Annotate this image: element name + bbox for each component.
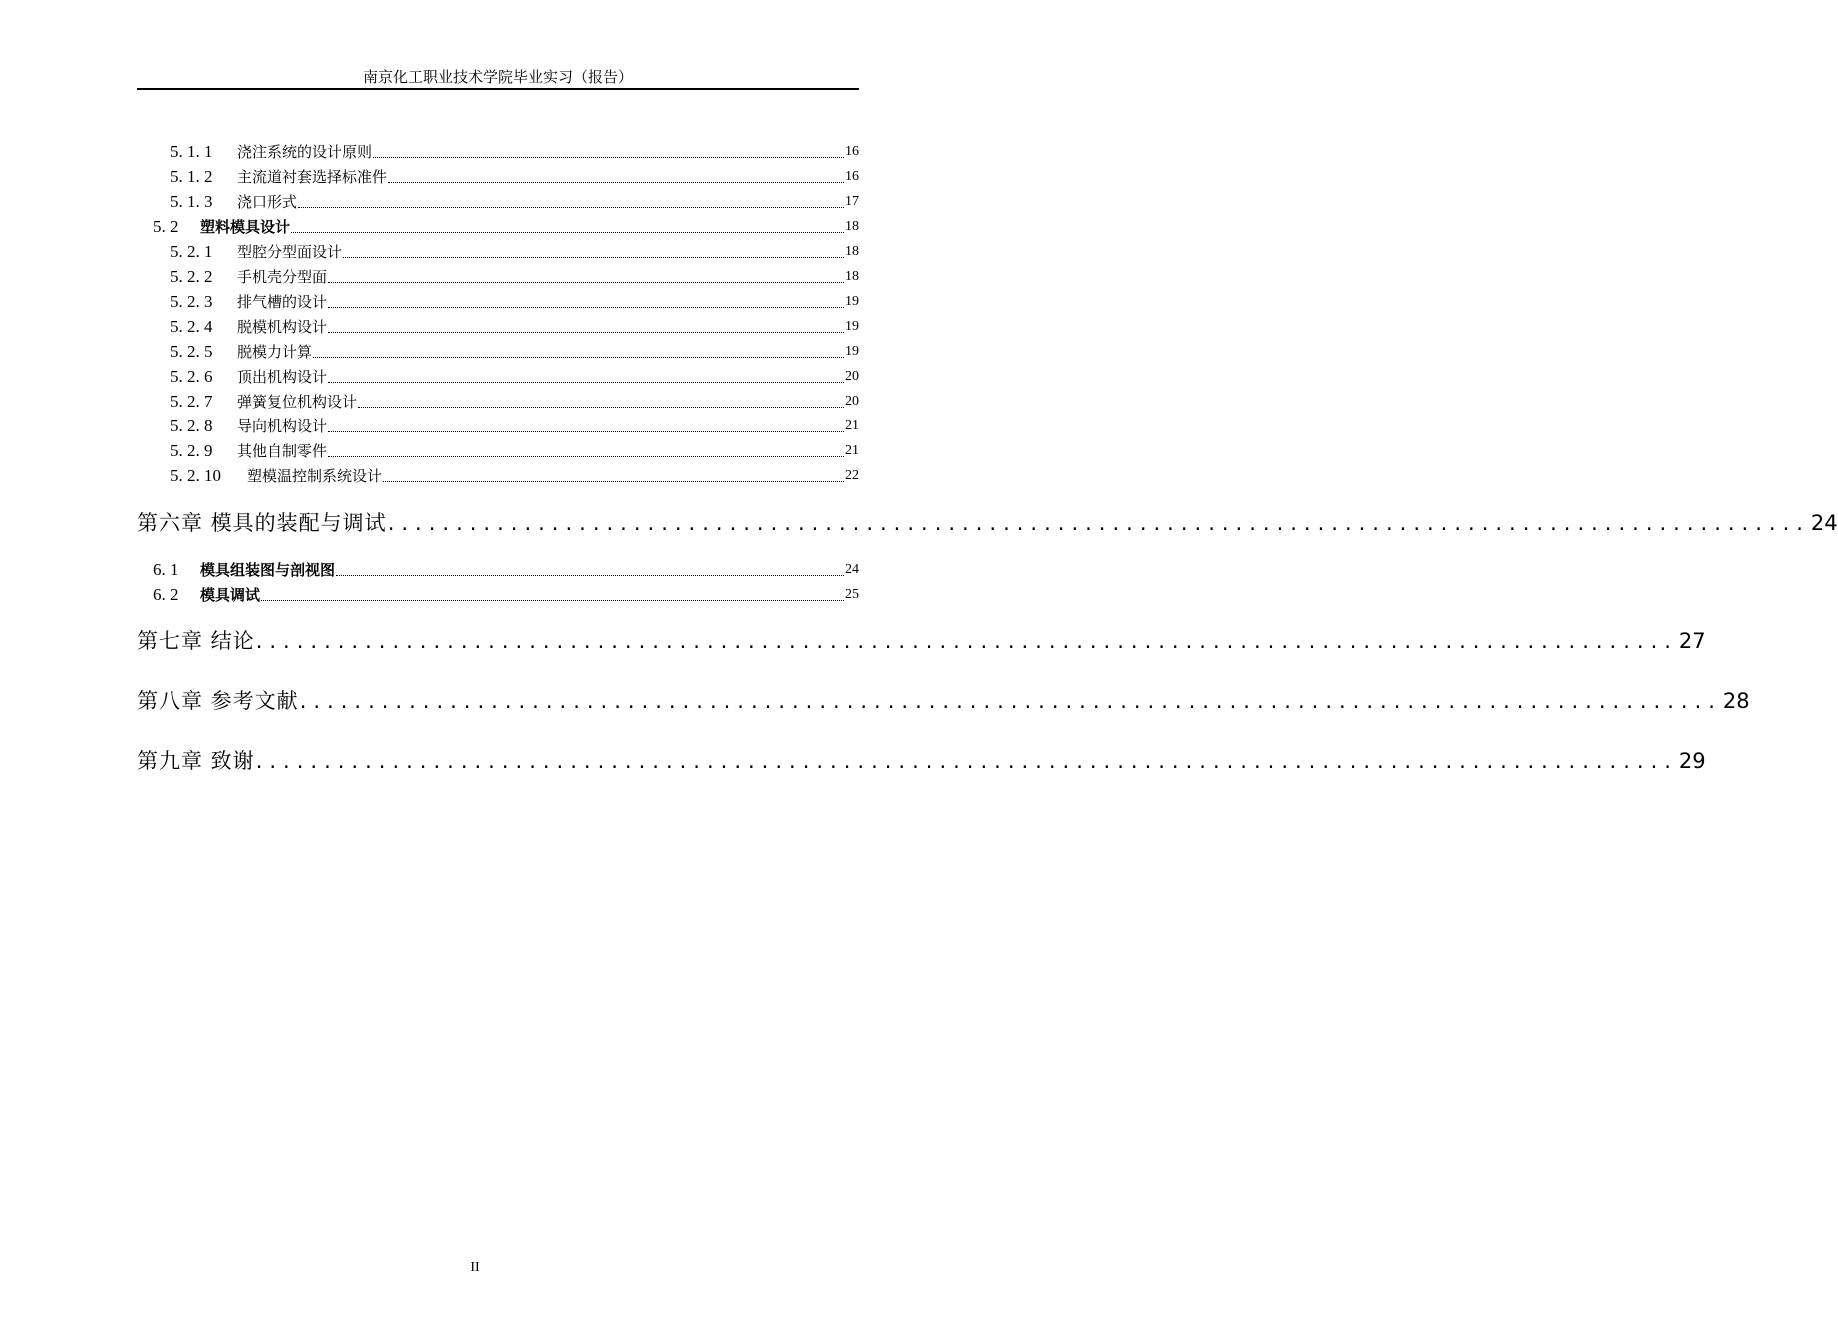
toc-entry-5-1-3[interactable] (170, 190, 859, 212)
dot-leader (261, 587, 844, 601)
dot-leader (298, 194, 844, 208)
toc-entry-5-1-2[interactable] (170, 165, 859, 187)
toc-entry-page: 25 (845, 587, 859, 602)
toc-entry-number: 5. 2. 5 (170, 342, 213, 361)
toc-chapter-title: 第八章 参考文献 (137, 689, 299, 713)
toc-entry-title: 导向机构设计 (237, 417, 328, 435)
dot-leader (343, 244, 844, 258)
dot-leader: ........................................................................................................ (255, 629, 1678, 653)
toc-entry-5-2[interactable] (153, 215, 859, 237)
dot-leader (328, 418, 844, 432)
toc-chapter-title: 第六章 模具的装配与调试 (137, 511, 387, 535)
toc-entry-5-2-5[interactable] (170, 340, 859, 362)
toc-entry-number: 5. 2. 4 (170, 317, 213, 336)
toc-entry-number: 6. 1 (153, 560, 179, 579)
toc-entry-page: 17 (845, 194, 859, 209)
dot-leader (313, 344, 844, 358)
toc-entry-6-2[interactable] (153, 583, 859, 605)
toc-entry-5-2-7[interactable] (170, 390, 859, 412)
toc-entry-title: 主流道衬套选择标准件 (237, 168, 388, 186)
toc-entry-title: 塑料模具设计 (200, 218, 291, 236)
toc-entry-title: 模具调试 (200, 586, 261, 604)
dot-leader (383, 468, 844, 482)
dot-leader (388, 169, 844, 183)
toc-entry-page: 19 (845, 319, 859, 334)
toc-entry-page: 16 (845, 144, 859, 159)
toc-entry-page: 16 (845, 169, 859, 184)
toc-entry-title: 型腔分型面设计 (237, 243, 343, 261)
toc-entry-number: 5. 2. 8 (170, 416, 213, 435)
toc-chapter-title: 第九章 致谢 (137, 749, 255, 773)
toc-entry-number: 5. 2. 2 (170, 267, 213, 286)
toc-chapter-page: 28 (1722, 689, 1750, 713)
dot-leader: ........................................................................................................ (299, 689, 1722, 713)
toc-entry-title: 顶出机构设计 (237, 368, 328, 386)
toc-entry-number: 5. 2. 7 (170, 392, 213, 411)
toc-entry-title: 塑模温控制系统设计 (247, 467, 383, 485)
toc-entry-number: 5. 2. 9 (170, 441, 213, 460)
dot-leader (328, 319, 844, 333)
page-number: II (470, 1260, 480, 1275)
dot-leader (328, 443, 844, 457)
dot-leader: ........................................................................................................ (255, 749, 1678, 773)
toc-entry-5-2-2[interactable] (170, 265, 859, 287)
toc-entry-title: 脱模力计算 (237, 343, 313, 361)
toc-entry-page: 18 (845, 219, 859, 234)
toc-entry-page: 19 (845, 344, 859, 359)
toc-chapter-page: 24 (1810, 511, 1838, 535)
toc-entry-5-2-4[interactable] (170, 315, 859, 337)
page-header: 南京化工职业技术学院毕业实习（报告） (362, 68, 633, 86)
toc-entry-title: 手机壳分型面 (237, 268, 328, 286)
toc-entry-number: 5. 2. 1 (170, 242, 213, 261)
toc-entry-number: 5. 1. 1 (170, 142, 213, 161)
toc-chapter-7[interactable] (137, 623, 1706, 657)
toc-entry-title: 排气槽的设计 (237, 293, 328, 311)
toc-entry-page: 19 (845, 294, 859, 309)
toc-entry-number: 5. 2 (153, 217, 179, 236)
toc-chapter-page: 27 (1678, 629, 1706, 653)
toc-entry-page: 21 (845, 418, 859, 433)
toc-entry-5-2-10[interactable] (170, 464, 859, 486)
toc-chapter-9[interactable] (137, 743, 1706, 777)
dot-leader (328, 294, 844, 308)
toc-entry-number: 5. 2. 10 (170, 466, 221, 485)
dot-leader (358, 394, 844, 408)
toc-entry-title: 脱模机构设计 (237, 318, 328, 336)
toc-entry-page: 20 (845, 394, 859, 409)
toc-entry-page: 21 (845, 443, 859, 458)
toc-entry-title: 浇口形式 (237, 193, 298, 211)
toc-chapter-page: 29 (1678, 749, 1706, 773)
toc-entry-title: 浇注系统的设计原则 (237, 143, 373, 161)
toc-entry-5-2-9[interactable] (170, 439, 859, 461)
toc-entry-number: 5. 2. 3 (170, 292, 213, 311)
dot-leader (328, 269, 844, 283)
dot-leader (373, 144, 844, 158)
dot-leader: ........................................................................................................ (387, 511, 1810, 535)
toc-entry-5-2-1[interactable] (170, 240, 859, 262)
toc-entry-number: 6. 2 (153, 585, 179, 604)
dot-leader (291, 219, 844, 233)
toc-chapter-title: 第七章 结论 (137, 629, 255, 653)
toc-chapter-8[interactable] (137, 683, 1750, 717)
toc-entry-page: 24 (845, 562, 859, 577)
toc-chapter-6[interactable] (137, 505, 1838, 539)
toc-entry-number: 5. 2. 6 (170, 367, 213, 386)
toc-entry-5-2-8[interactable] (170, 414, 859, 436)
toc-entry-5-1-1[interactable] (170, 140, 859, 162)
toc-entry-page: 20 (845, 369, 859, 384)
toc-entry-title: 弹簧复位机构设计 (237, 393, 358, 411)
toc-entry-6-1[interactable] (153, 558, 859, 580)
toc-entry-page: 18 (845, 244, 859, 259)
toc-entry-title: 模具组装图与剖视图 (200, 561, 336, 579)
toc-entry-5-2-6[interactable] (170, 365, 859, 387)
toc-entry-page: 22 (845, 468, 859, 483)
toc-entry-page: 18 (845, 269, 859, 284)
dot-leader (328, 369, 844, 383)
toc-entry-title: 其他自制零件 (237, 442, 328, 460)
toc-entry-number: 5. 1. 3 (170, 192, 213, 211)
toc-entry-number: 5. 1. 2 (170, 167, 213, 186)
toc-entry-5-2-3[interactable] (170, 290, 859, 312)
dot-leader (336, 562, 844, 576)
